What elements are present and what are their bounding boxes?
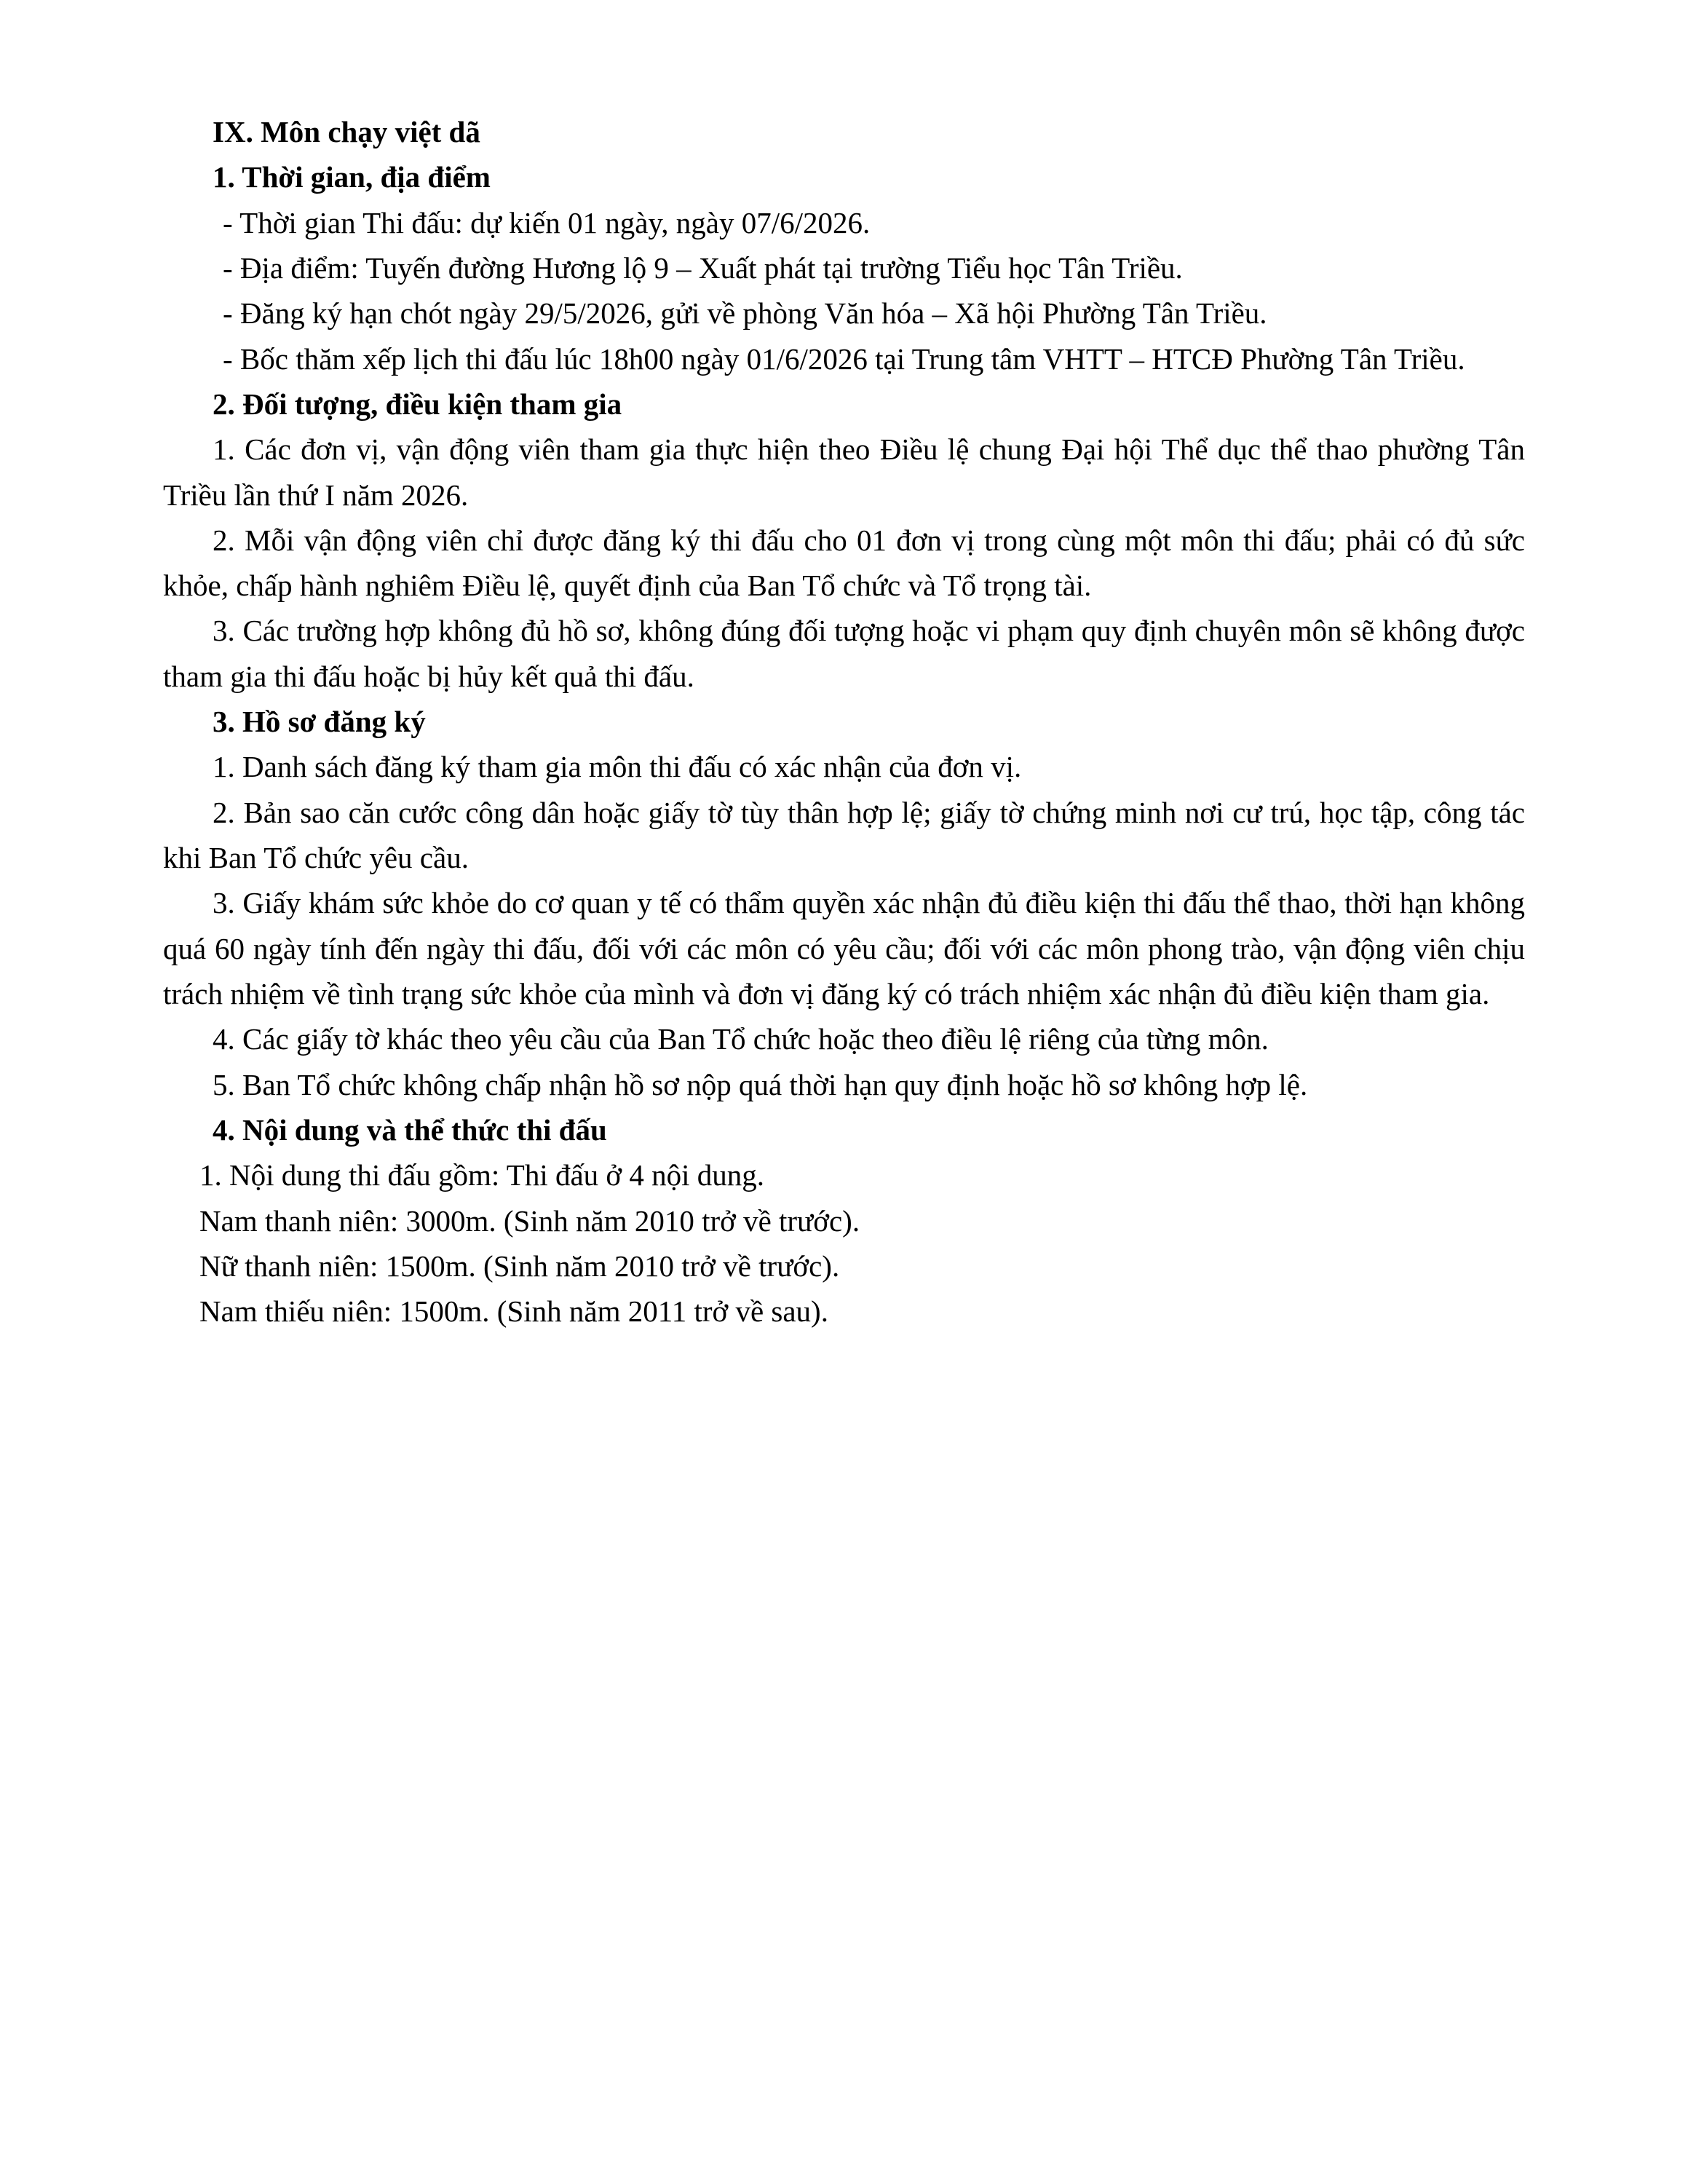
paragraph-3-5: 5. Ban Tổ chức không chấp nhận hồ sơ nộp quá thời hạn quy định hoặc hồ sơ không hợp lệ. bbox=[213, 1067, 1308, 1101]
paragraph-draw-schedule: - Bốc thăm xếp lịch thi đấu lúc 18h00 ngày 01/6/2026 tại Trung tâm VHTT – HTCĐ Phường Tân Triều. bbox=[223, 341, 1465, 376]
section-heading-1: 1. Thời gian, địa điểm bbox=[213, 160, 491, 194]
document-body bbox=[163, 109, 1525, 1334]
paragraph-3-4: 4. Các giấy tờ khác theo yêu cầu của Ban Tổ chức hoặc theo điều lệ riêng của từng môn. bbox=[213, 1022, 1269, 1056]
paragraph-time: - Thời gian Thi đấu: dự kiến 01 ngày, ngày 07/6/2026. bbox=[223, 205, 871, 240]
paragraph-event-women-youth: Nữ thanh niên: 1500m. (Sinh năm 2010 trở về trước). bbox=[199, 1249, 840, 1283]
paragraph-2-3: 3. Các trường hợp không đủ hồ sơ, không đúng đối tượng hoặc vi phạm quy định chuyên môn sẽ không được tham gia thi đấu hoặc bị hủy kết quả thi đấu. bbox=[163, 614, 1525, 693]
paragraph-event-men-youth: Nam thanh niên: 3000m. (Sinh năm 2010 trở về trước). bbox=[199, 1203, 860, 1238]
paragraph-event-men-junior: Nam thiếu niên: 1500m. (Sinh năm 2011 trở về sau). bbox=[199, 1294, 828, 1329]
paragraph-registration-deadline: - Đăng ký hạn chót ngày 29/5/2026, gửi về phòng Văn hóa – Xã hội Phường Tân Triều. bbox=[223, 296, 1267, 331]
paragraph-4-1: 1. Nội dung thi đấu gồm: Thi đấu ở 4 nội dung. bbox=[199, 1158, 764, 1192]
paragraph-2-1: 1. Các đơn vị, vận động viên tham gia thực hiện theo Điều lệ chung Đại hội Thể dục thể thao phường Tân Triều lần thứ I năm 2026. bbox=[163, 432, 1525, 512]
document-title: IX. Môn chạy việt dã bbox=[213, 115, 480, 149]
paragraph-location: - Địa điểm: Tuyến đường Hương lộ 9 – Xuất phát tại trường Tiểu học Tân Triều. bbox=[223, 250, 1183, 285]
paragraph-3-2: 2. Bản sao căn cước công dân hoặc giấy tờ tùy thân hợp lệ; giấy tờ chứng minh nơi cư trú, học tập, công tác khi Ban Tổ chức yêu cầu. bbox=[163, 795, 1525, 874]
section-heading-2: 2. Đối tượng, điều kiện tham gia bbox=[213, 387, 622, 421]
section-heading-3: 3. Hồ sơ đăng ký bbox=[213, 705, 426, 739]
paragraph-2-2: 2. Mỗi vận động viên chỉ được đăng ký thi đấu cho 01 đơn vị trong cùng một môn thi đấu; phải có đủ sức khỏe, chấp hành nghiêm Điều lệ, quyết định của Ban Tổ chức và Tổ trọng tài. bbox=[163, 523, 1525, 603]
section-heading-4: 4. Nội dung và thể thức thi đấu bbox=[213, 1112, 607, 1147]
paragraph-3-1: 1. Danh sách đăng ký tham gia môn thi đấu có xác nhận của đơn vị. bbox=[213, 750, 1022, 784]
paragraph-3-3: 3. Giấy khám sức khỏe do cơ quan y tế có thẩm quyền xác nhận đủ điều kiện thi đấu thể thao, thời hạn không quá 60 ngày tính đến ngày thi đấu, đối với các môn có yêu cầu; đối với các môn phong trào, vận động viên chịu trách nhiệm về tình trạng sức khỏe của mình và đơn vị đăng ký có trách nhiệm xác nhận đủ điều kiện tham gia. bbox=[163, 886, 1525, 1010]
